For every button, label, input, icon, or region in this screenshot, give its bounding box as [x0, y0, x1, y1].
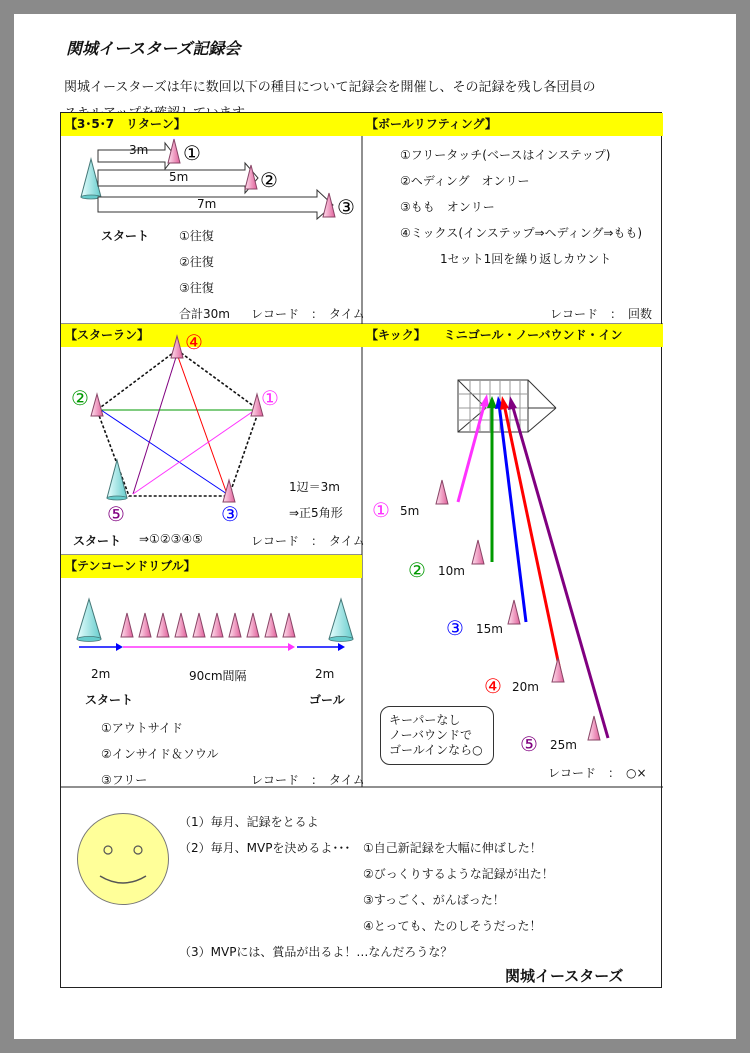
dribble-cone-row: [121, 613, 295, 637]
dribble-arrow-left: [79, 643, 123, 651]
kick-cone-1: [436, 480, 448, 504]
star-record: レコード ： タイム: [251, 534, 365, 548]
mvp-criterion: ③すっごく、がんばった！: [363, 893, 505, 907]
dribble-right-distance: 2m: [315, 667, 335, 681]
kick-distance: 20m: [512, 680, 539, 694]
dribble-mid-distance: 90cm間隔: [189, 669, 247, 683]
kick-note-line: キーパーなし: [389, 713, 461, 727]
path-3-4: [177, 354, 227, 494]
kick-distance: 10m: [438, 564, 465, 578]
dribble-item: ①アウトサイド: [101, 721, 183, 735]
return-header: 【3･5･7 リターン】: [61, 113, 362, 136]
footer-line-3: （3）MVPには、賞品が出るよ！…なんだろうな？: [179, 945, 453, 959]
return-total: 合計30m: [179, 307, 230, 321]
dribble-start-label: スタート: [85, 693, 134, 707]
return-record: レコード ： タイム: [251, 307, 365, 321]
kick-cone-5: [588, 716, 600, 740]
star-marker-4: ④: [185, 330, 203, 354]
lifting-header: 【ボールリフティング】: [362, 113, 663, 136]
footer-line-2: （2）毎月、MVPを決めるよ･･･: [179, 841, 351, 855]
star-marker-1: ①: [261, 386, 279, 410]
mvp-criterion: ②びっくりするような記録が出た！: [363, 867, 554, 881]
kick-marker-3: ③: [446, 616, 464, 640]
lifting-item: ②ヘディング オンリー: [400, 174, 530, 188]
dribble-section: [61, 555, 365, 787]
return-step: ③往復: [179, 281, 214, 295]
mvp-criterion: ④とっても、たのしそうだった！: [363, 919, 542, 933]
star-section: [61, 324, 365, 555]
star-marker-2: ②: [71, 386, 89, 410]
page-title: 関城イースターズ記録会: [66, 39, 241, 58]
event-grid: [60, 112, 662, 988]
kick-distance: 5m: [400, 504, 420, 518]
kick-header: 【キック】 ミニゴール・ノーバウンド・イン: [362, 324, 663, 347]
star-shape: ⇒正5角形: [289, 506, 343, 520]
return-arrow-label: 3m: [129, 143, 149, 157]
star-cone-3: [223, 480, 235, 502]
kick-note-line: ゴールインなら○: [389, 743, 483, 757]
lifting-item: ④ミックス(インステップ⇒ヘディング⇒もも): [400, 226, 643, 240]
return-step: ②往復: [179, 255, 214, 269]
kick-cone-4: [552, 658, 564, 682]
star-header: 【スターラン】: [61, 324, 362, 347]
star-marker-5: ⑤: [107, 502, 125, 526]
dribble-arrow-mid: [123, 643, 295, 651]
kick-record: レコード ： ○×: [548, 766, 647, 780]
return-marker: ③: [337, 195, 355, 219]
kick-distance: 25m: [550, 738, 577, 752]
dribble-record: レコード ： タイム: [251, 773, 365, 787]
dribble-start-cone: [77, 599, 101, 642]
mvp-criterion: ①自己新記録を大幅に伸ばした！: [363, 841, 542, 855]
kick-marker-2: ②: [408, 558, 426, 582]
return-section: [61, 113, 365, 324]
path-4-5: [133, 354, 177, 494]
dribble-left-distance: 2m: [91, 667, 111, 681]
lifting-item: 1セット1回を繰り返しカウント: [440, 252, 612, 266]
lifting-section: [362, 113, 663, 324]
star-marker-3: ③: [221, 502, 239, 526]
dribble-arrow-right: [297, 643, 345, 651]
footer-line-1: （1）毎月、記録をとるよ: [179, 815, 319, 829]
star-cone-4: [171, 336, 183, 358]
return-arrow-label: 7m: [197, 197, 217, 211]
star-order: ⇒①②③④⑤: [139, 532, 203, 546]
kick-cone-3: [508, 600, 520, 624]
kick-marker-1: ①: [372, 498, 390, 522]
smiley-face: [77, 813, 169, 905]
kick-note-line: ノーバウンドで: [389, 728, 473, 742]
star-start-label: スタート: [73, 534, 122, 548]
return-start-label: スタート: [101, 229, 150, 243]
kick-trajectory-1: [458, 394, 489, 502]
intro-line-1: 関城イースターズは年に数回以下の種目について記録会を開催し、その記録を残し各団員の: [64, 80, 596, 95]
return-marker: ①: [183, 141, 201, 165]
kick-distance: 15m: [476, 622, 503, 636]
footer-section: [61, 787, 663, 987]
lifting-item: ③もも オンリー: [400, 200, 495, 214]
dribble-header: 【テンコーンドリブル】: [61, 555, 362, 578]
kick-marker-5: ⑤: [520, 732, 538, 756]
team-signature: 関城イースターズ: [505, 967, 624, 985]
kick-marker-4: ④: [484, 674, 502, 698]
lifting-item: ①フリータッチ(ベースはインステップ): [400, 148, 611, 162]
star-cone-2: [91, 394, 103, 416]
kick-note: [380, 706, 494, 765]
smiley-features: [78, 814, 168, 904]
return-step: ①往復: [179, 229, 214, 243]
star-start-cone: [107, 460, 127, 500]
kick-cone-2: [472, 540, 484, 564]
return-marker: ②: [260, 168, 278, 192]
star-side-length: 1辺＝3m: [289, 480, 340, 494]
lifting-record: レコード ： 回数: [550, 307, 653, 321]
dribble-goal-label: ゴール: [309, 693, 345, 707]
return-arrow-label: 5m: [169, 170, 189, 184]
dribble-item: ③フリー: [101, 773, 148, 787]
kick-trajectory-2: [487, 396, 497, 562]
path-5-1: [133, 410, 255, 494]
kick-section: [362, 324, 663, 787]
kick-trajectory-4: [500, 396, 562, 680]
dribble-goal-cone: [329, 599, 353, 642]
dribble-item: ②インサイド＆ソウル: [101, 747, 219, 761]
